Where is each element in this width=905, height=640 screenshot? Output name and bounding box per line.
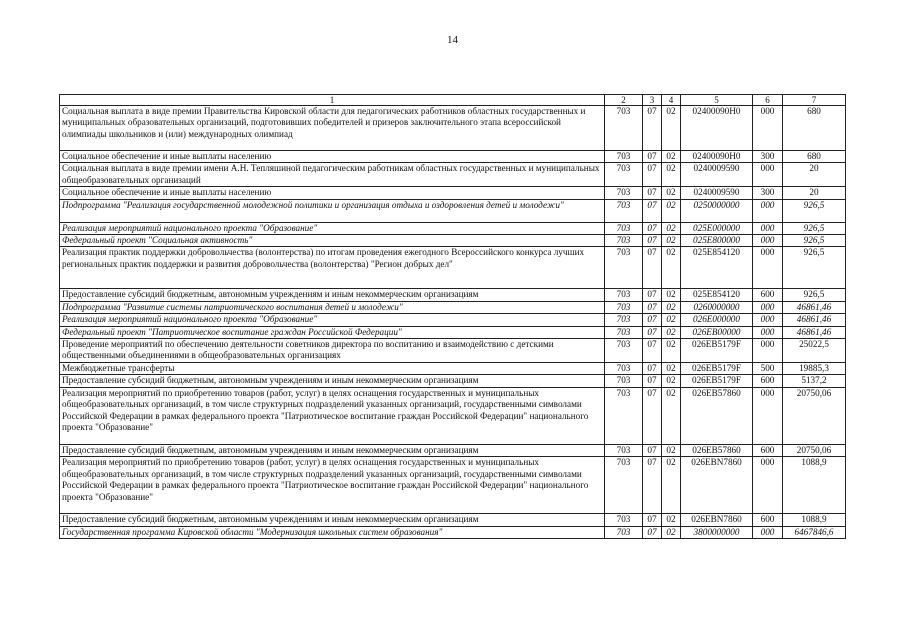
- row-amount-cell: 5137,2: [783, 375, 846, 387]
- row-section-cell: 07: [643, 247, 662, 289]
- row-amount-cell: 46861,46: [783, 301, 846, 313]
- row-subsection-cell: 02: [662, 199, 681, 222]
- row-admin-code-cell: 703: [605, 339, 643, 363]
- table-row: [60, 526, 846, 538]
- row-name-cell: Социальное обеспечение и иные выплаты населению: [60, 187, 605, 199]
- row-name-cell: Предоставление субсидий бюджетным, автономным учреждениям и иным некоммерческим организациям: [60, 289, 605, 301]
- row-expense-type-cell: 600: [753, 444, 783, 456]
- row-target-article-cell: 02400090H0: [681, 151, 753, 163]
- row-subsection-cell: 02: [662, 444, 681, 456]
- row-name-cell: Предоставление субсидий бюджетным, автономным учреждениям и иным некоммерческим организациям: [60, 444, 605, 456]
- row-section-cell: 07: [643, 151, 662, 163]
- row-target-article-cell: 026EB5179F: [681, 363, 753, 375]
- row-subsection-cell: 02: [662, 514, 681, 526]
- row-amount-cell: 926,5: [783, 199, 846, 222]
- row-admin-code-cell: 703: [605, 363, 643, 375]
- row-section-cell: 07: [643, 163, 662, 187]
- row-subsection-cell: 02: [662, 387, 681, 444]
- row-subsection-cell: 02: [662, 457, 681, 514]
- table-row: [60, 314, 846, 326]
- row-admin-code-cell: 703: [605, 187, 643, 199]
- row-amount-cell: 6467846,6: [783, 526, 846, 538]
- row-amount-cell: 1088,9: [783, 514, 846, 526]
- header-cell: 7: [783, 95, 846, 106]
- row-target-article-cell: 0260000000: [681, 301, 753, 313]
- row-subsection-cell: 02: [662, 301, 681, 313]
- header-cell: 2: [605, 95, 643, 106]
- row-target-article-cell: 0240009590: [681, 187, 753, 199]
- row-subsection-cell: 02: [662, 526, 681, 538]
- header-cell: 4: [662, 95, 681, 106]
- row-name-cell: Подпрограмма "Развитие системы патриотического воспитания детей и молодежи": [60, 301, 605, 313]
- row-admin-code-cell: 703: [605, 387, 643, 444]
- row-amount-cell: 680: [783, 151, 846, 163]
- row-subsection-cell: 02: [662, 289, 681, 301]
- row-subsection-cell: 02: [662, 247, 681, 289]
- row-target-article-cell: 026EB57860: [681, 444, 753, 456]
- row-amount-cell: 926,5: [783, 235, 846, 247]
- row-subsection-cell: 02: [662, 326, 681, 338]
- row-amount-cell: 19885,3: [783, 363, 846, 375]
- row-target-article-cell: 026EBN7860: [681, 457, 753, 514]
- row-expense-type-cell: 000: [753, 526, 783, 538]
- table-row: [60, 199, 846, 222]
- table-row: [60, 222, 846, 234]
- row-amount-cell: 20750,06: [783, 444, 846, 456]
- row-amount-cell: 926,5: [783, 289, 846, 301]
- row-section-cell: 07: [643, 235, 662, 247]
- row-subsection-cell: 02: [662, 187, 681, 199]
- row-subsection-cell: 02: [662, 314, 681, 326]
- row-subsection-cell: 02: [662, 339, 681, 363]
- row-admin-code-cell: 703: [605, 514, 643, 526]
- row-amount-cell: 20: [783, 187, 846, 199]
- row-admin-code-cell: 703: [605, 199, 643, 222]
- header-cell: 6: [753, 95, 783, 106]
- row-target-article-cell: 026EB00000: [681, 326, 753, 338]
- row-admin-code-cell: 703: [605, 289, 643, 301]
- row-name-cell: Реализация мероприятий по приобретению товаров (работ, услуг) в целях оснащения государственных и муниципальных общеобразовательных организаций, в том числе структурных подразделений указанных организаций, государственными символами Российской Федерации в рамках федерального проекта "Патриотическое воспитание граждан Российской Федерации" национального проекта "Образование": [60, 457, 605, 514]
- table-row: [60, 106, 846, 151]
- row-name-cell: Предоставление субсидий бюджетным, автономным учреждениям и иным некоммерческим организациям: [60, 514, 605, 526]
- row-section-cell: 07: [643, 444, 662, 456]
- row-name-cell: Проведение мероприятий по обеспечению деятельности советников директора по воспитанию и взаимодействию с детскими общественными объединениями в общеобразовательных организациях: [60, 339, 605, 363]
- row-target-article-cell: 026E000000: [681, 314, 753, 326]
- table-row: [60, 163, 846, 187]
- table-row: [60, 326, 846, 338]
- row-amount-cell: 1088,9: [783, 457, 846, 514]
- row-subsection-cell: 02: [662, 151, 681, 163]
- table-row: [60, 387, 846, 444]
- row-admin-code-cell: 703: [605, 235, 643, 247]
- row-section-cell: 07: [643, 222, 662, 234]
- row-name-cell: Реализация мероприятий по приобретению товаров (работ, услуг) в целях оснащения государственных и муниципальных общеобразовательных организаций, в том числе структурных подразделений указанных организаций, государственными символами Российской Федерации в рамках федерального проекта "Патриотическое воспитание граждан Российской Федерации" национального проекта "Образование": [60, 387, 605, 444]
- row-name-cell: Социальная выплата в виде премии имени А.Н. Тепляшиной педагогическим работникам областных государственных и муниципальных общеобразовательных организаций: [60, 163, 605, 187]
- row-expense-type-cell: 000: [753, 387, 783, 444]
- table-row: [60, 363, 846, 375]
- table-row: [60, 289, 846, 301]
- row-admin-code-cell: 703: [605, 151, 643, 163]
- row-subsection-cell: 02: [662, 222, 681, 234]
- row-expense-type-cell: 000: [753, 326, 783, 338]
- row-section-cell: 07: [643, 301, 662, 313]
- table-row: [60, 375, 846, 387]
- row-subsection-cell: 02: [662, 375, 681, 387]
- row-subsection-cell: 02: [662, 363, 681, 375]
- row-admin-code-cell: 703: [605, 444, 643, 456]
- row-section-cell: 07: [643, 387, 662, 444]
- row-target-article-cell: 3800000000: [681, 526, 753, 538]
- row-name-cell: Социальная выплата в виде премии Правительства Кировской области для педагогических работников областных государственных и муниципальных образовательных организаций, подготовивших победителей и призеров заключительного этапа всероссийской олимпиады школьников и (или) международных олимпиад: [60, 106, 605, 151]
- table-row: [60, 235, 846, 247]
- row-admin-code-cell: 703: [605, 163, 643, 187]
- row-admin-code-cell: 703: [605, 106, 643, 151]
- row-section-cell: 07: [643, 339, 662, 363]
- row-admin-code-cell: 703: [605, 375, 643, 387]
- row-subsection-cell: 02: [662, 106, 681, 151]
- row-expense-type-cell: 000: [753, 314, 783, 326]
- table-row: [60, 247, 846, 289]
- row-expense-type-cell: 000: [753, 199, 783, 222]
- row-target-article-cell: 026EBN7860: [681, 514, 753, 526]
- row-admin-code-cell: 703: [605, 526, 643, 538]
- table-row: [60, 339, 846, 363]
- row-section-cell: 07: [643, 106, 662, 151]
- row-expense-type-cell: 500: [753, 363, 783, 375]
- row-target-article-cell: 026EB5179F: [681, 339, 753, 363]
- row-amount-cell: 926,5: [783, 247, 846, 289]
- row-target-article-cell: 025E854120: [681, 289, 753, 301]
- row-name-cell: Федеральный проект "Социальная активность": [60, 235, 605, 247]
- row-subsection-cell: 02: [662, 235, 681, 247]
- row-name-cell: Подпрограмма "Реализация государственной молодежной политики и организация отдыха и оздоровления детей и молодежи": [60, 199, 605, 222]
- row-target-article-cell: 025E854120: [681, 247, 753, 289]
- row-subsection-cell: 02: [662, 163, 681, 187]
- table-row: [60, 457, 846, 514]
- row-amount-cell: 20: [783, 163, 846, 187]
- row-section-cell: 07: [643, 375, 662, 387]
- row-name-cell: Межбюджетные трансферты: [60, 363, 605, 375]
- row-expense-type-cell: 600: [753, 289, 783, 301]
- row-expense-type-cell: 600: [753, 514, 783, 526]
- row-expense-type-cell: 300: [753, 187, 783, 199]
- budget-table: [59, 94, 846, 539]
- row-target-article-cell: 0240009590: [681, 163, 753, 187]
- row-amount-cell: 46861,46: [783, 326, 846, 338]
- row-amount-cell: 25022,5: [783, 339, 846, 363]
- table-row: [60, 514, 846, 526]
- row-section-cell: 07: [643, 514, 662, 526]
- table-row: [60, 444, 846, 456]
- row-section-cell: 07: [643, 314, 662, 326]
- row-admin-code-cell: 703: [605, 457, 643, 514]
- row-expense-type-cell: 000: [753, 235, 783, 247]
- row-section-cell: 07: [643, 526, 662, 538]
- row-name-cell: Реализация мероприятий национального проекта "Образование": [60, 314, 605, 326]
- row-target-article-cell: 025E800000: [681, 235, 753, 247]
- row-amount-cell: 20750,06: [783, 387, 846, 444]
- row-admin-code-cell: 703: [605, 301, 643, 313]
- row-section-cell: 07: [643, 326, 662, 338]
- row-amount-cell: 46861,46: [783, 314, 846, 326]
- row-amount-cell: 680: [783, 106, 846, 151]
- row-section-cell: 07: [643, 363, 662, 375]
- row-expense-type-cell: 000: [753, 301, 783, 313]
- row-expense-type-cell: 000: [753, 247, 783, 289]
- header-cell: 5: [681, 95, 753, 106]
- row-admin-code-cell: 703: [605, 222, 643, 234]
- row-section-cell: 07: [643, 199, 662, 222]
- row-admin-code-cell: 703: [605, 326, 643, 338]
- row-name-cell: Федеральный проект "Патриотическое воспитание граждан Российской Федерации": [60, 326, 605, 338]
- table-row: [60, 151, 846, 163]
- row-name-cell: Социальное обеспечение и иные выплаты населению: [60, 151, 605, 163]
- row-expense-type-cell: 000: [753, 106, 783, 151]
- page-number: 14: [447, 34, 458, 46]
- row-name-cell: Реализация практик поддержки добровольчества (волонтерства) по итогам проведения ежегодного Всероссийского конкурса лучших региональных практик поддержки и развития добровольчества (волонтерства) "Регион добрых дел": [60, 247, 605, 289]
- row-target-article-cell: 0250000000: [681, 199, 753, 222]
- row-name-cell: Государственная программа Кировской области "Модернизация школьных систем образования": [60, 526, 605, 538]
- row-target-article-cell: 02400090H0: [681, 106, 753, 151]
- row-amount-cell: 926,5: [783, 222, 846, 234]
- row-expense-type-cell: 000: [753, 457, 783, 514]
- row-expense-type-cell: 600: [753, 375, 783, 387]
- table-row: [60, 187, 846, 199]
- row-expense-type-cell: 000: [753, 163, 783, 187]
- row-target-article-cell: 025E000000: [681, 222, 753, 234]
- row-section-cell: 07: [643, 457, 662, 514]
- row-section-cell: 07: [643, 187, 662, 199]
- table-row: [60, 301, 846, 313]
- row-name-cell: Предоставление субсидий бюджетным, автономным учреждениям и иным некоммерческим организациям: [60, 375, 605, 387]
- row-expense-type-cell: 300: [753, 151, 783, 163]
- row-target-article-cell: 026EB5179F: [681, 375, 753, 387]
- table-header-row: [60, 95, 846, 106]
- row-section-cell: 07: [643, 289, 662, 301]
- row-target-article-cell: 026EB57860: [681, 387, 753, 444]
- header-cell: 3: [643, 95, 662, 106]
- row-name-cell: Реализация мероприятий национального проекта "Образование": [60, 222, 605, 234]
- header-cell: 1: [60, 95, 605, 106]
- row-expense-type-cell: 000: [753, 222, 783, 234]
- row-admin-code-cell: 703: [605, 247, 643, 289]
- row-admin-code-cell: 703: [605, 314, 643, 326]
- row-expense-type-cell: 000: [753, 339, 783, 363]
